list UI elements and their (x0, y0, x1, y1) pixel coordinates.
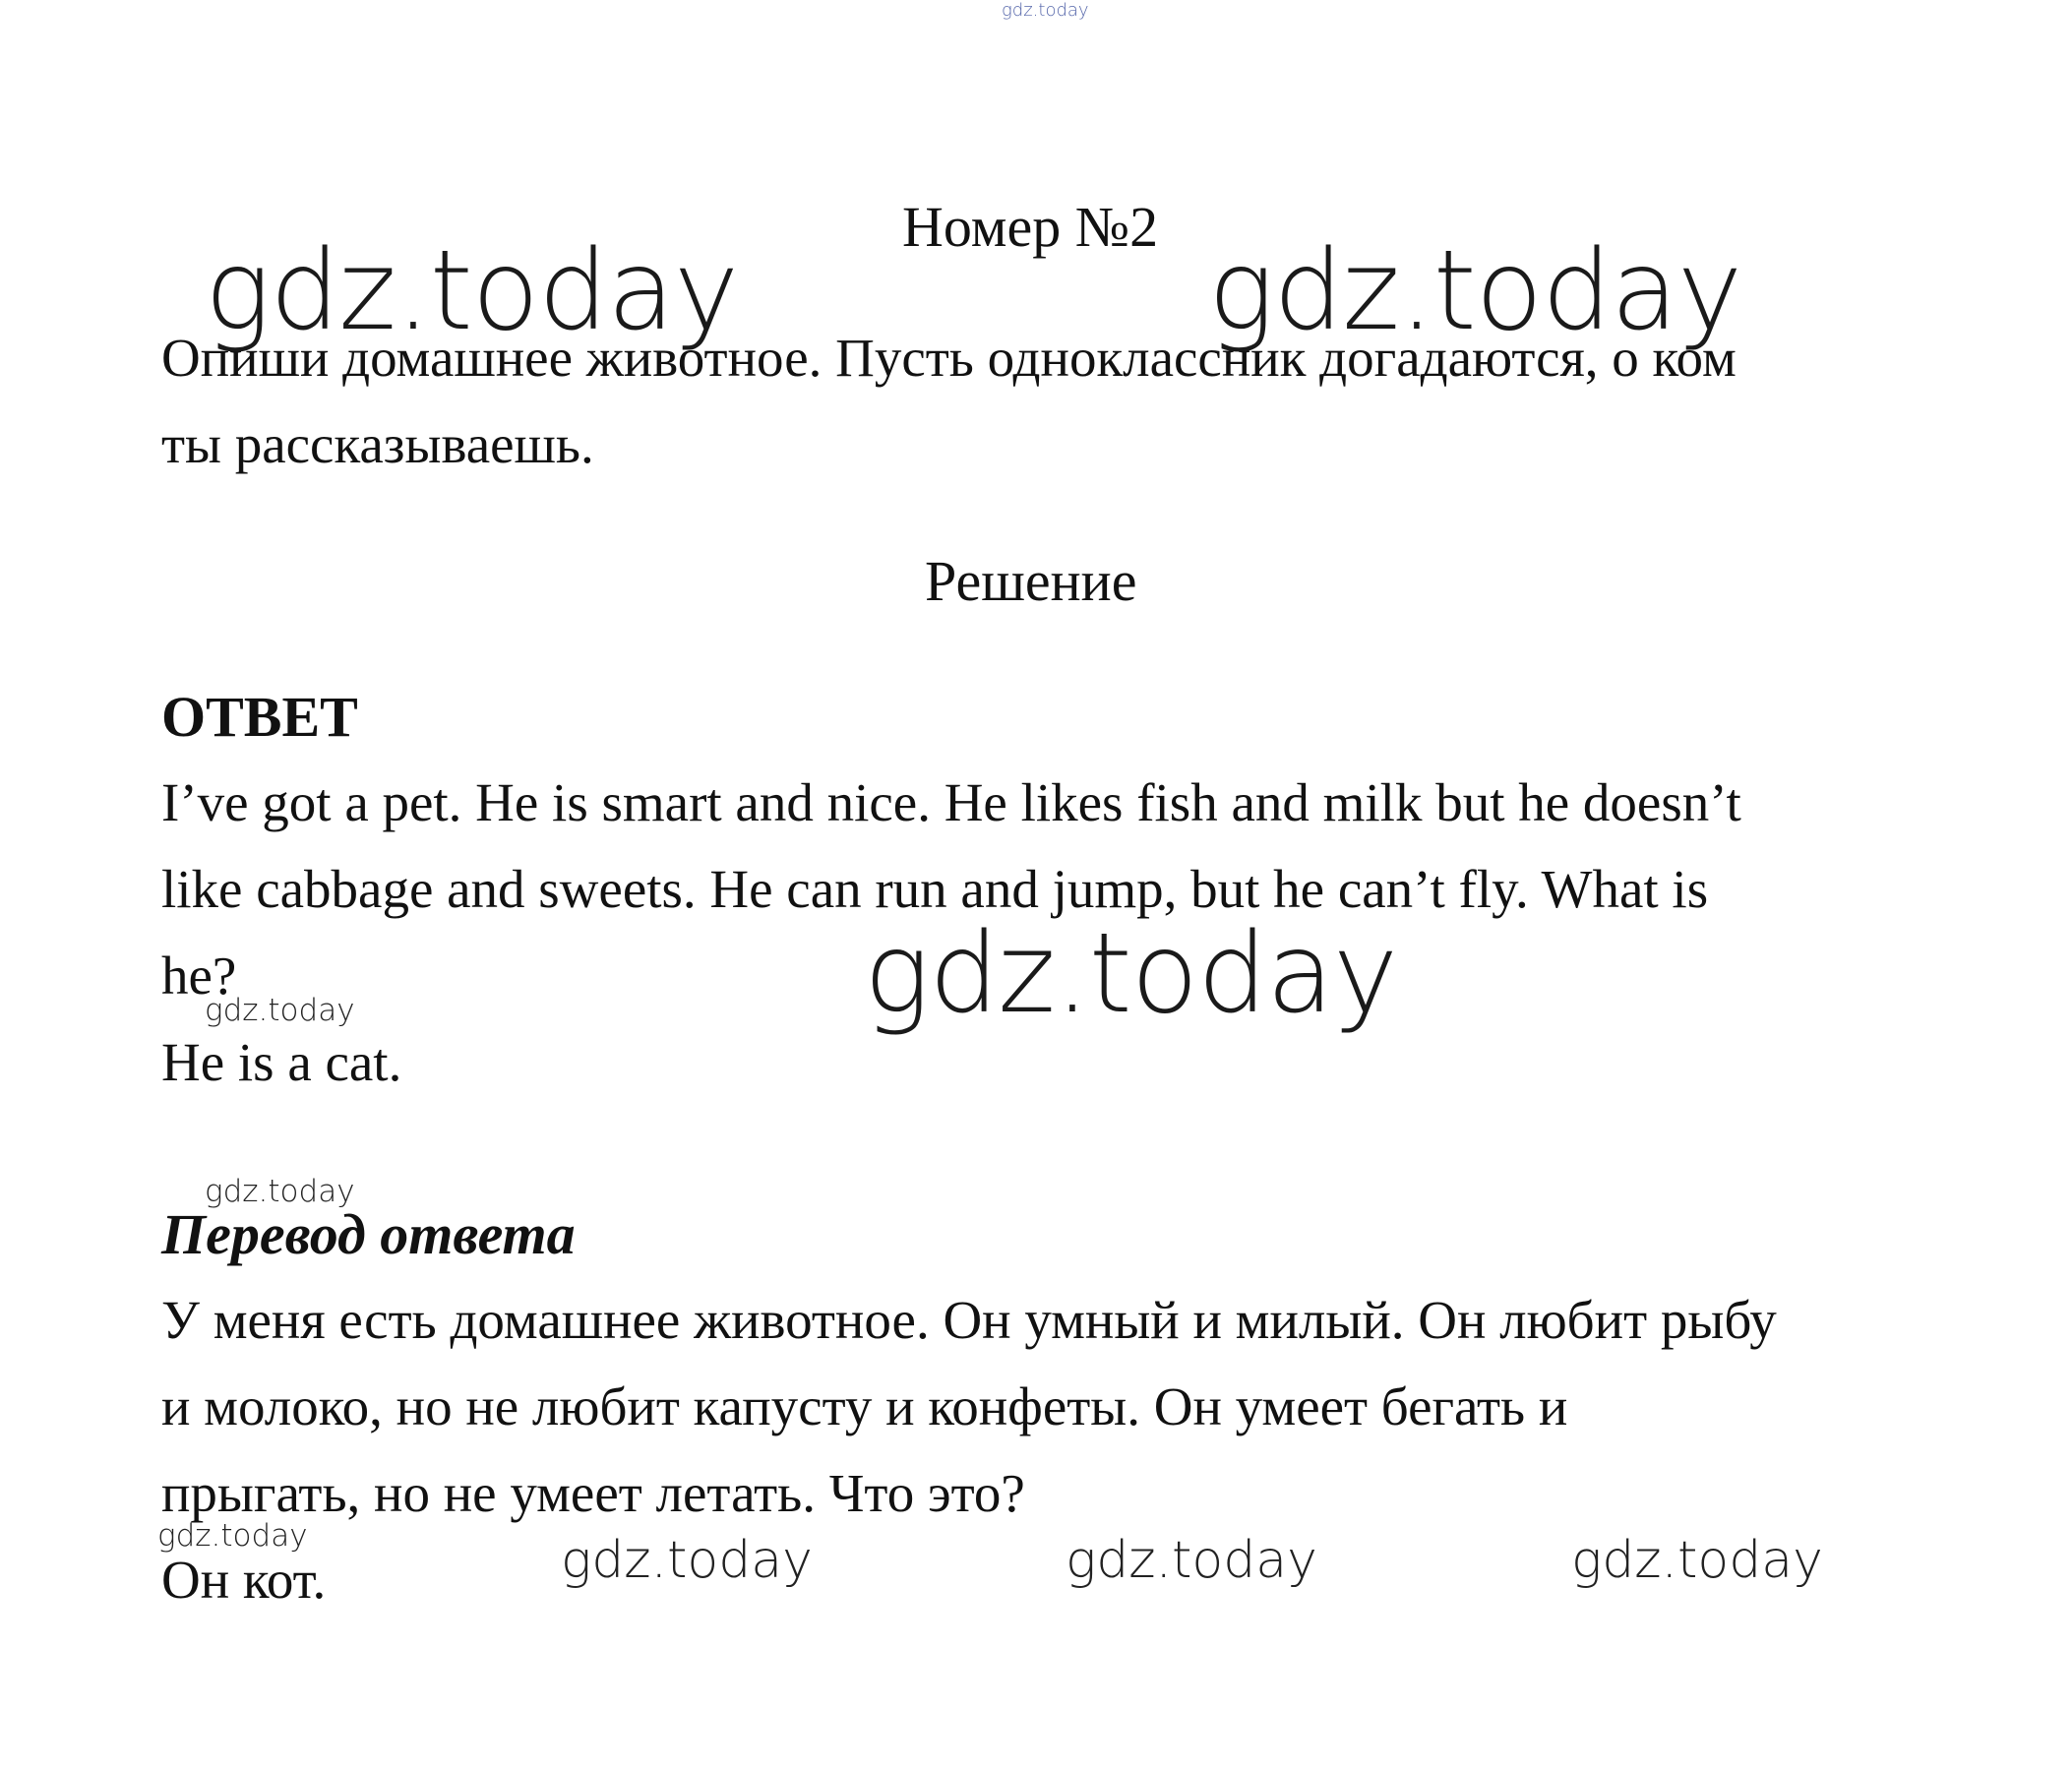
page-title: Номер №2 (902, 195, 1159, 259)
watermark-mid-2: gdz.today (1066, 1531, 1317, 1590)
watermark-top: gdz.today (1002, 0, 1089, 21)
translation-line-2: и молоко, но не любит капусту и конфеты. Он умеет бегать и (161, 1376, 1568, 1436)
translation-line-1: У меня есть домашнее животное. Он умный и милый. Он любит рыбу (161, 1290, 1777, 1350)
translation-line-4: Он кот. (161, 1550, 327, 1610)
translation-heading: Перевод ответа (161, 1202, 576, 1266)
watermark-small-1: gdz.today (205, 993, 355, 1028)
answer-line-4: He is a cat. (161, 1032, 402, 1092)
translation-line-3: прыгать, но не умеет летать. Что это? (161, 1463, 1025, 1523)
task-line-2: ты рассказываешь. (161, 414, 594, 474)
answer-line-3: he? (161, 946, 237, 1006)
watermark-mid-1: gdz.today (561, 1531, 813, 1590)
answer-line-1: I’ve got a pet. He is smart and nice. He likes fish and milk but he doesn’t (161, 772, 1741, 832)
watermark-small-2: gdz.today (205, 1174, 355, 1209)
watermark-big-left: gdz.today (205, 227, 739, 355)
watermark-big-center: gdz.today (864, 910, 1398, 1038)
solution-label: Решение (925, 549, 1137, 613)
task-line-1: Опиши домашнее животное. Пусть одноклассник догадаются, о ком (161, 328, 1737, 388)
watermark-big-right: gdz.today (1208, 227, 1742, 355)
answer-line-2: like cabbage and sweets. He can run and jump, but he can’t fly. What is (161, 859, 1709, 919)
answer-heading: ОТВЕТ (161, 685, 358, 749)
watermark-mid-3: gdz.today (1571, 1531, 1823, 1590)
watermark-small-3: gdz.today (157, 1518, 308, 1554)
